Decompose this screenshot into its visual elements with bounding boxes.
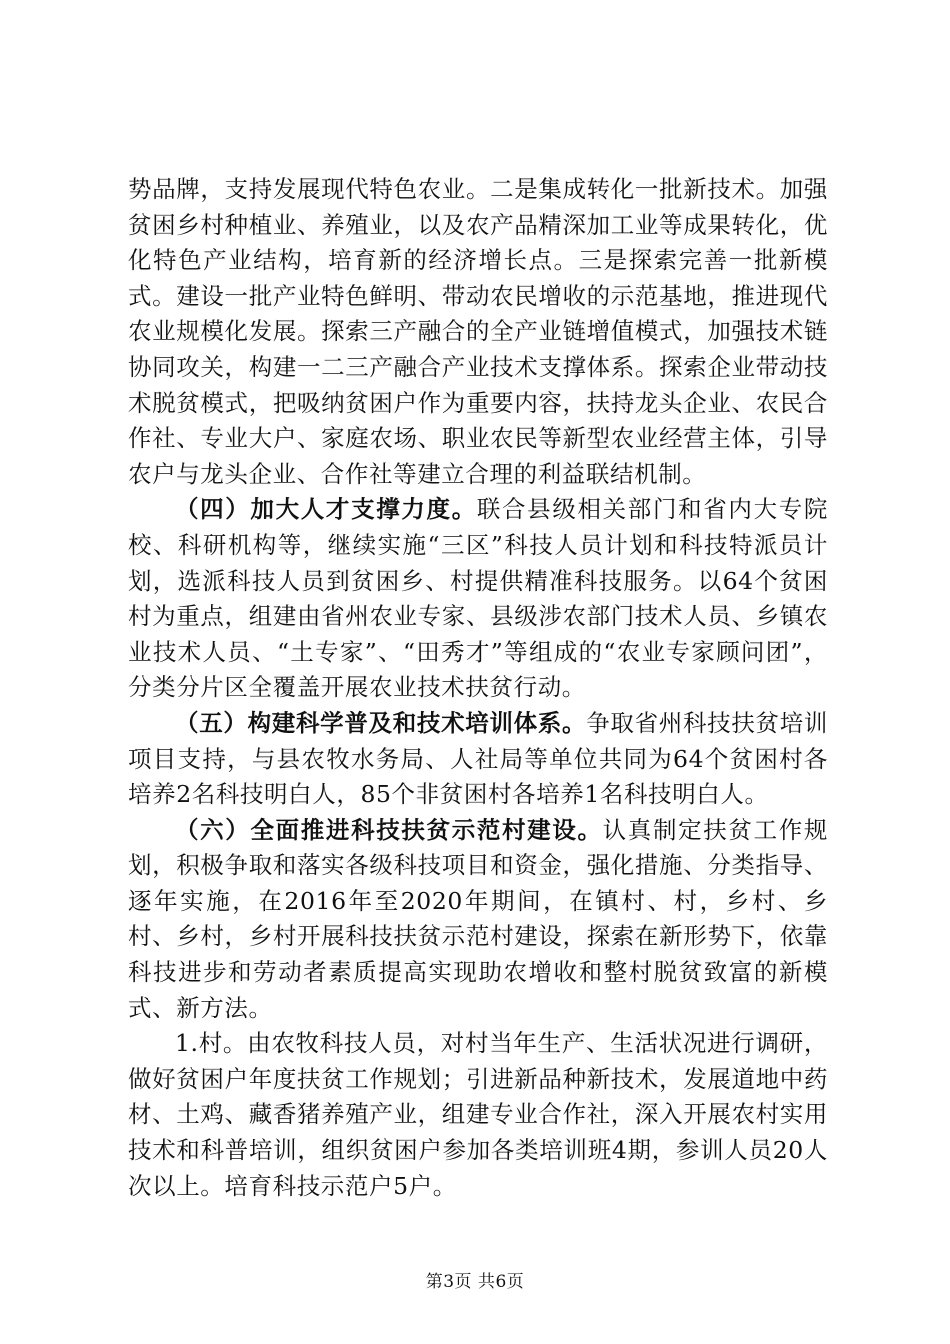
document-body [128,172,828,1204]
paragraph-training-system [128,706,828,813]
paragraph-text: 联合县级相关部门和省内大专院校、科研机构等，继续实施“三区”科技人员计划和科技特派员计划，选派科技人员到贫困乡、村提供精准科技服务。以64个贫困村为重点，组建由省州农业专家、县级涉农部门技术人员、乡镇农业技术人员、“土专家”、“田秀才”等组成的“农业专家顾问团”，分类分片区全覆盖开展农业技术扶贫行动。 [128,495,828,702]
page-footer [0,1267,950,1292]
paragraph-text: 争取省州科技扶贫培训项目支持，与县农牧水务局、人社局等单位共同为64个贫困村各培养2名科技明白人，85个非贫困村各培养1名科技明白人。 [128,708,828,809]
section-heading: （四）加大人才支撑力度。 [175,495,477,524]
paragraph-village-item-1 [128,1026,828,1204]
paragraph-talent-support [128,492,828,706]
paragraph-demo-village [128,813,828,1027]
page-number: 第3页 共6页 [425,1272,525,1292]
paragraph-text: 1.村。由农牧科技人员，对村当年生产、生活状况进行调研，做好贫困户年度扶贫工作规划；引进新品种新技术，发展道地中药材、土鸡、藏香猪养殖产业，组建专业合作社，深入开展农村实用技术和科普培训，组织贫困户参加各类培训班4期，参训人员20人次以上。培育科技示范户5户。 [128,1029,828,1200]
paragraph-text: 认真制定扶贫工作规划，积极争取和落实各级科技项目和资金，强化措施、分类指导、逐年实施，在2016年至2020年期间，在镇村、村，乡村、乡村、乡村，乡村开展科技扶贫示范村建设，探索在新形势下，依靠科技进步和劳动者素质提高实现助农增收和整村脱贫致富的新模式、新方法。 [128,815,829,1022]
paragraph-text: 势品牌，支持发展现代特色农业。二是集成转化一批新技术。加强贫困乡村种植业、养殖业，以及农产品精深加工业等成果转化，优化特色产业结构，培育新的经济增长点。三是探索完善一批新模式。建设一批产业特色鲜明、带动农民增收的示范基地，推进现代农业规模化发展。探索三产融合的全产业链增值模式，加强技术链协同攻关，构建一二三产融合产业技术支撑体系。探索企业带动技术脱贫模式，把吸纳贫困户作为重要内容，扶持龙头企业、农民合作社、专业大户、家庭农场、职业农民等新型农业经营主体，引导农户与龙头企业、合作社等建立合理的利益联结机制。 [128,175,828,488]
section-heading: （六）全面推进科技扶贫示范村建设。 [175,815,603,844]
section-heading: （五）构建科学普及和技术培训体系。 [175,708,587,737]
paragraph-continuation [128,172,828,492]
